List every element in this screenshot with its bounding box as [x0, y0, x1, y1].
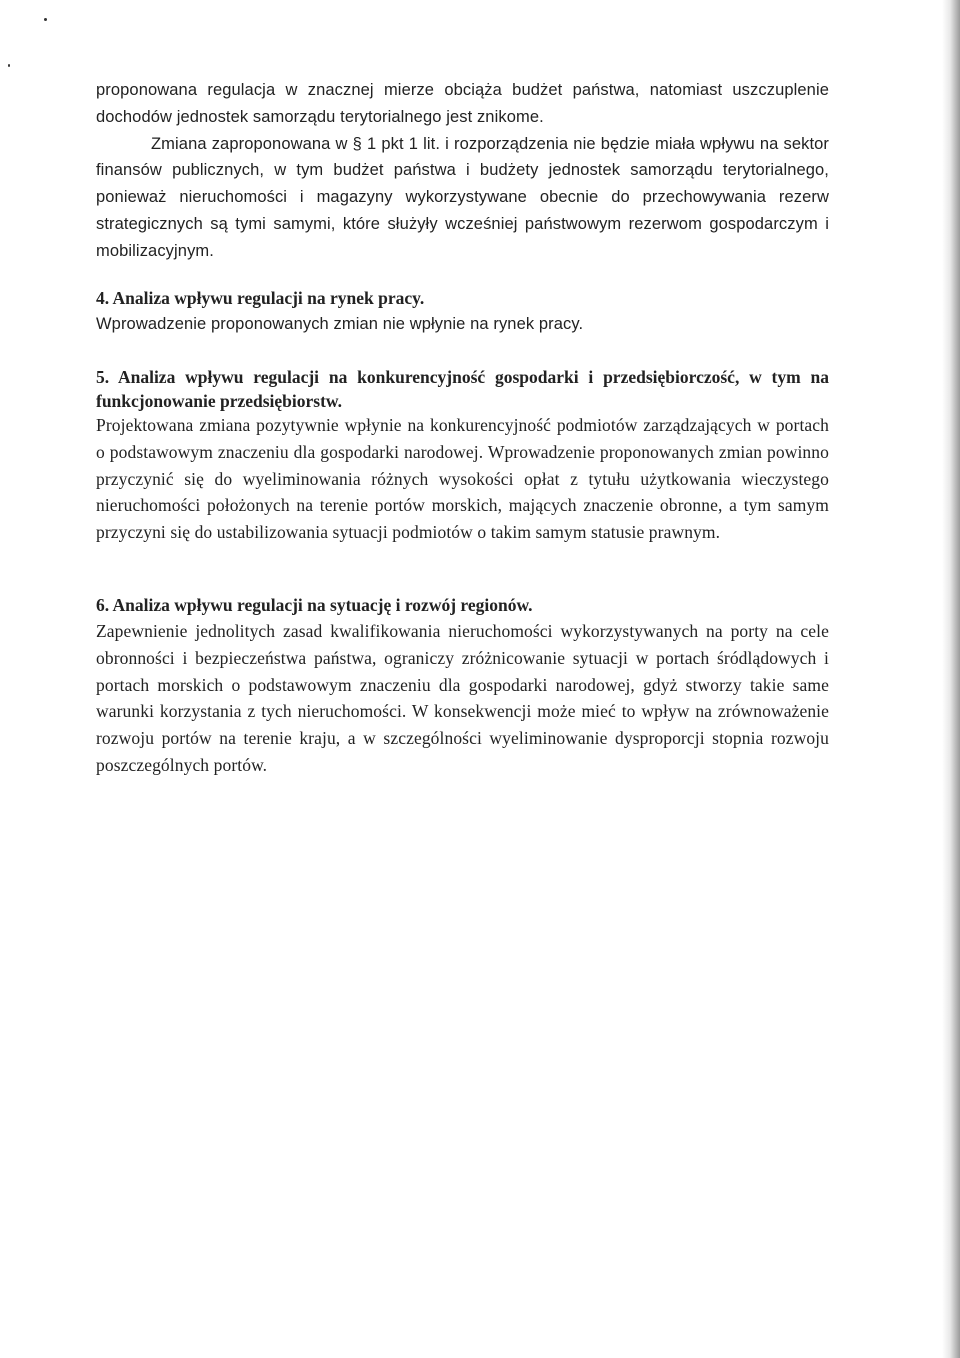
section-6-heading: 6. Analiza wpływu regulacji na sytuację i rozwój regionów.	[96, 595, 533, 615]
section-4-body	[96, 311, 829, 338]
intro-paragraph-budget-impact: Zmiana zaproponowana w § 1 pkt 1 lit. i rozporządzenia nie będzie miała wpływu na sektor finansów publicznych, w tym budżet państwa i budżety jednostek samorządu terytorialnego, ponieważ nieruchomości i magazyny wykorzystywane obecnie do przechowywania rezerw strategicznych są tymi samymi, które służyły wcześniej państwowym rezerwom gospodarczym i mobilizacyjnym.	[96, 134, 829, 260]
section-5-paragraph: Projektowana zmiana pozytywnie wpłynie na konkurencyjność podmiotów zarządzających w portach o podstawowym znaczeniu dla gospodarki narodowej. Wprowadzenie proponowanych zmian powinno przyczynić się do wyeliminowania różnych wysokości opłat z tytułu użytkowania wieczystego nieruchomości położonych na terenie portów morskich, mających znaczenie obronne, a tym samym przyczyni się do ustabilizowania sytuacji podmiotów o takim samym statusie prawnym.	[96, 415, 829, 543]
section-4-paragraph: Wprowadzenie proponowanych zmian nie wpłynie na rynek pracy.	[96, 315, 584, 333]
section-5-body	[96, 412, 829, 546]
scan-edge-shadow	[942, 0, 960, 1358]
scan-speck	[44, 18, 47, 21]
section-5-heading: 5. Analiza wpływu regulacji na konkurencyjność gospodarki i przedsiębiorczość, w tym na funkcjonowanie przedsiębiorstw.	[96, 367, 829, 411]
section-4-heading: 4. Analiza wpływu regulacji na rynek pracy.	[96, 288, 425, 308]
intro-paragraph-continued: proponowana regulacja w znacznej mierze obciąża budżet państwa, natomiast uszczuplenie dochodów jednostek samorządu terytorialnego jest znikome.	[96, 81, 829, 126]
section-6-body	[96, 618, 829, 779]
section-6-paragraph: Zapewnienie jednolitych zasad kwalifikowania nieruchomości wykorzystywanych na porty na cele obronności i bezpieczeństwa państwa, ograniczy zróżnicowanie sytuacji w portach śródlądowych i portach morskich o podstawowym znaczeniu dla gospodarki narodowej, gdyż stworzy takie same warunki korzystania z tych nieruchomości. W konsekwencji może mieć to wpływ na zrównoważenie rozwoju portów na terenie kraju, a w szczególności wyeliminowanie dysproporcji stopnia rozwoju poszczególnych portów.	[96, 621, 829, 775]
scan-speck	[8, 64, 10, 67]
intro-section	[96, 77, 829, 265]
